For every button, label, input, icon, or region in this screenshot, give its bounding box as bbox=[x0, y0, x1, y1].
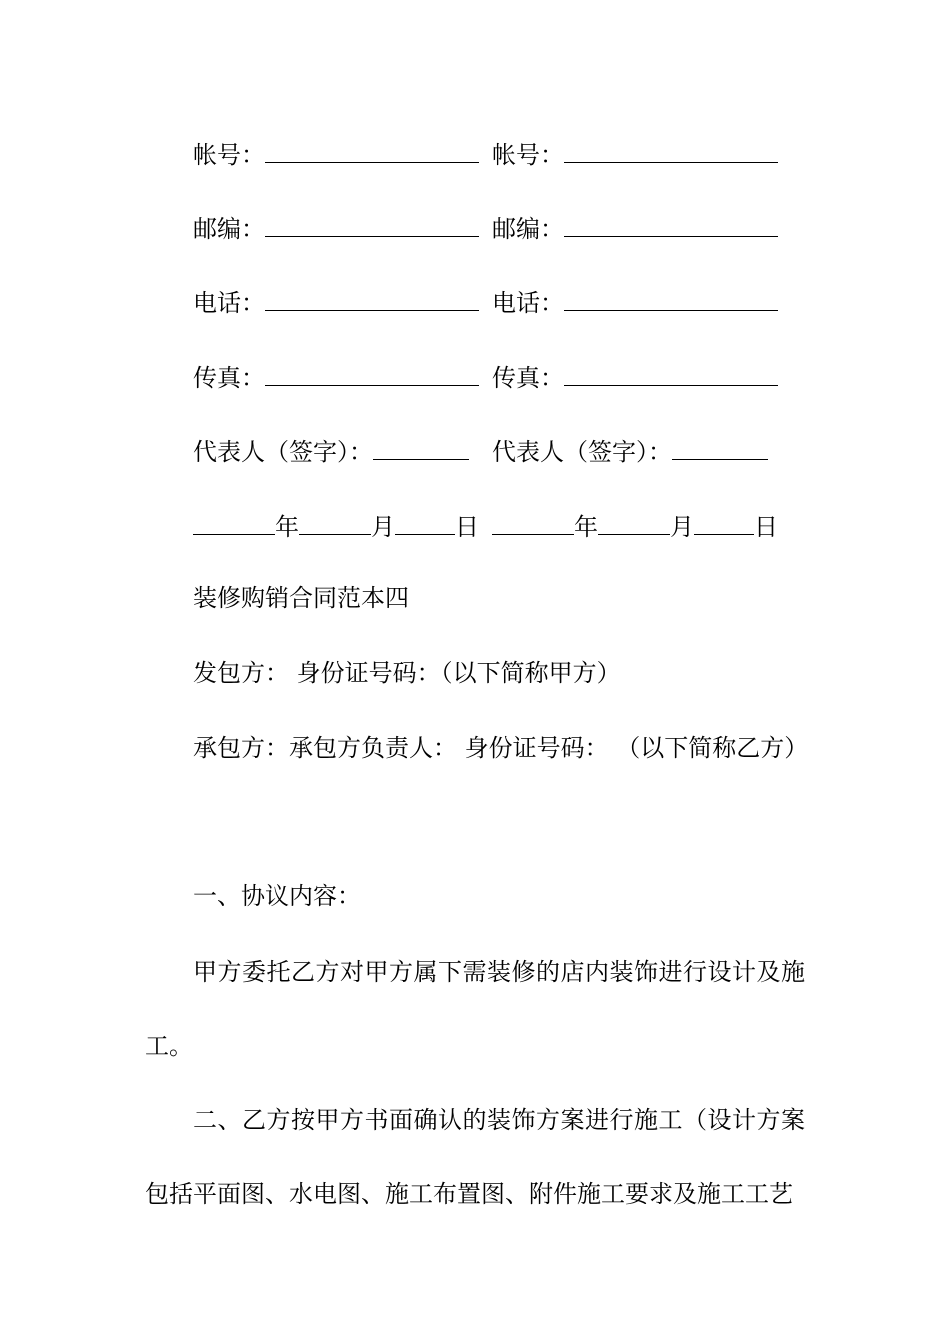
month-blank bbox=[598, 504, 670, 535]
phone-label: 电话： bbox=[492, 289, 564, 317]
day-blank bbox=[395, 504, 455, 535]
party-b-signature-blank bbox=[672, 429, 768, 460]
party-b-postcode-row bbox=[492, 206, 778, 246]
party-b-date-row bbox=[492, 504, 778, 544]
year-blank bbox=[193, 504, 275, 535]
postcode-label: 邮编： bbox=[492, 215, 564, 243]
party-a-phone-blank bbox=[265, 280, 479, 311]
party-a-phone-row bbox=[193, 280, 479, 320]
party-a-account-blank bbox=[265, 132, 479, 163]
month-blank bbox=[299, 504, 371, 535]
party-a-fax-row bbox=[193, 355, 479, 395]
account-label: 帐号： bbox=[193, 141, 265, 169]
party-b-phone-blank bbox=[564, 280, 778, 311]
day-blank bbox=[694, 504, 754, 535]
day-label: 日 bbox=[455, 513, 479, 541]
month-label: 月 bbox=[371, 513, 395, 541]
party-a-fax-blank bbox=[265, 355, 479, 386]
party-b-postcode-blank bbox=[564, 206, 778, 237]
party-a-postcode-blank bbox=[265, 206, 479, 237]
postcode-label: 邮编： bbox=[193, 215, 265, 243]
contractor-paragraph: 承包方：承包方负责人： 身份证号码： （以下简称乙方） bbox=[193, 734, 809, 762]
employer-line: 发包方： 身份证号码：（以下简称甲方） bbox=[193, 659, 621, 687]
party-a-postcode-row bbox=[193, 206, 479, 246]
party-b-account-row bbox=[492, 132, 778, 172]
party-b-fax-blank bbox=[564, 355, 778, 386]
party-b-account-blank bbox=[564, 132, 778, 163]
section1-heading: 一、协议内容： bbox=[193, 882, 361, 910]
year-blank bbox=[492, 504, 574, 535]
party-a-date-row bbox=[193, 504, 479, 544]
day-label: 日 bbox=[754, 513, 778, 541]
month-label: 月 bbox=[670, 513, 694, 541]
party-a-signature-blank bbox=[373, 429, 469, 460]
year-label: 年 bbox=[574, 513, 598, 541]
phone-label: 电话： bbox=[193, 289, 265, 317]
party-b-representative-row bbox=[492, 429, 768, 469]
party-b-phone-row bbox=[492, 280, 778, 320]
section2-paragraph: 二、乙方按甲方书面确认的装饰方案进行施工（设计方案包括平面图、水电图、施工布置图、附件施工要求及施工工艺 bbox=[145, 1106, 805, 1208]
contract-title: 装修购销合同范本四 bbox=[193, 584, 409, 612]
fax-label: 传真： bbox=[492, 364, 564, 392]
representative-label: 代表人（签字）： bbox=[492, 438, 672, 466]
fax-label: 传真： bbox=[193, 364, 265, 392]
section1-paragraph: 甲方委托乙方对甲方属下需装修的店内装饰进行设计及施工。 bbox=[145, 958, 805, 1060]
party-a-representative-row bbox=[193, 429, 469, 469]
year-label: 年 bbox=[275, 513, 299, 541]
account-label: 帐号： bbox=[492, 141, 564, 169]
party-a-account-row bbox=[193, 132, 479, 172]
party-b-fax-row bbox=[492, 355, 778, 395]
representative-label: 代表人（签字）： bbox=[193, 438, 373, 466]
